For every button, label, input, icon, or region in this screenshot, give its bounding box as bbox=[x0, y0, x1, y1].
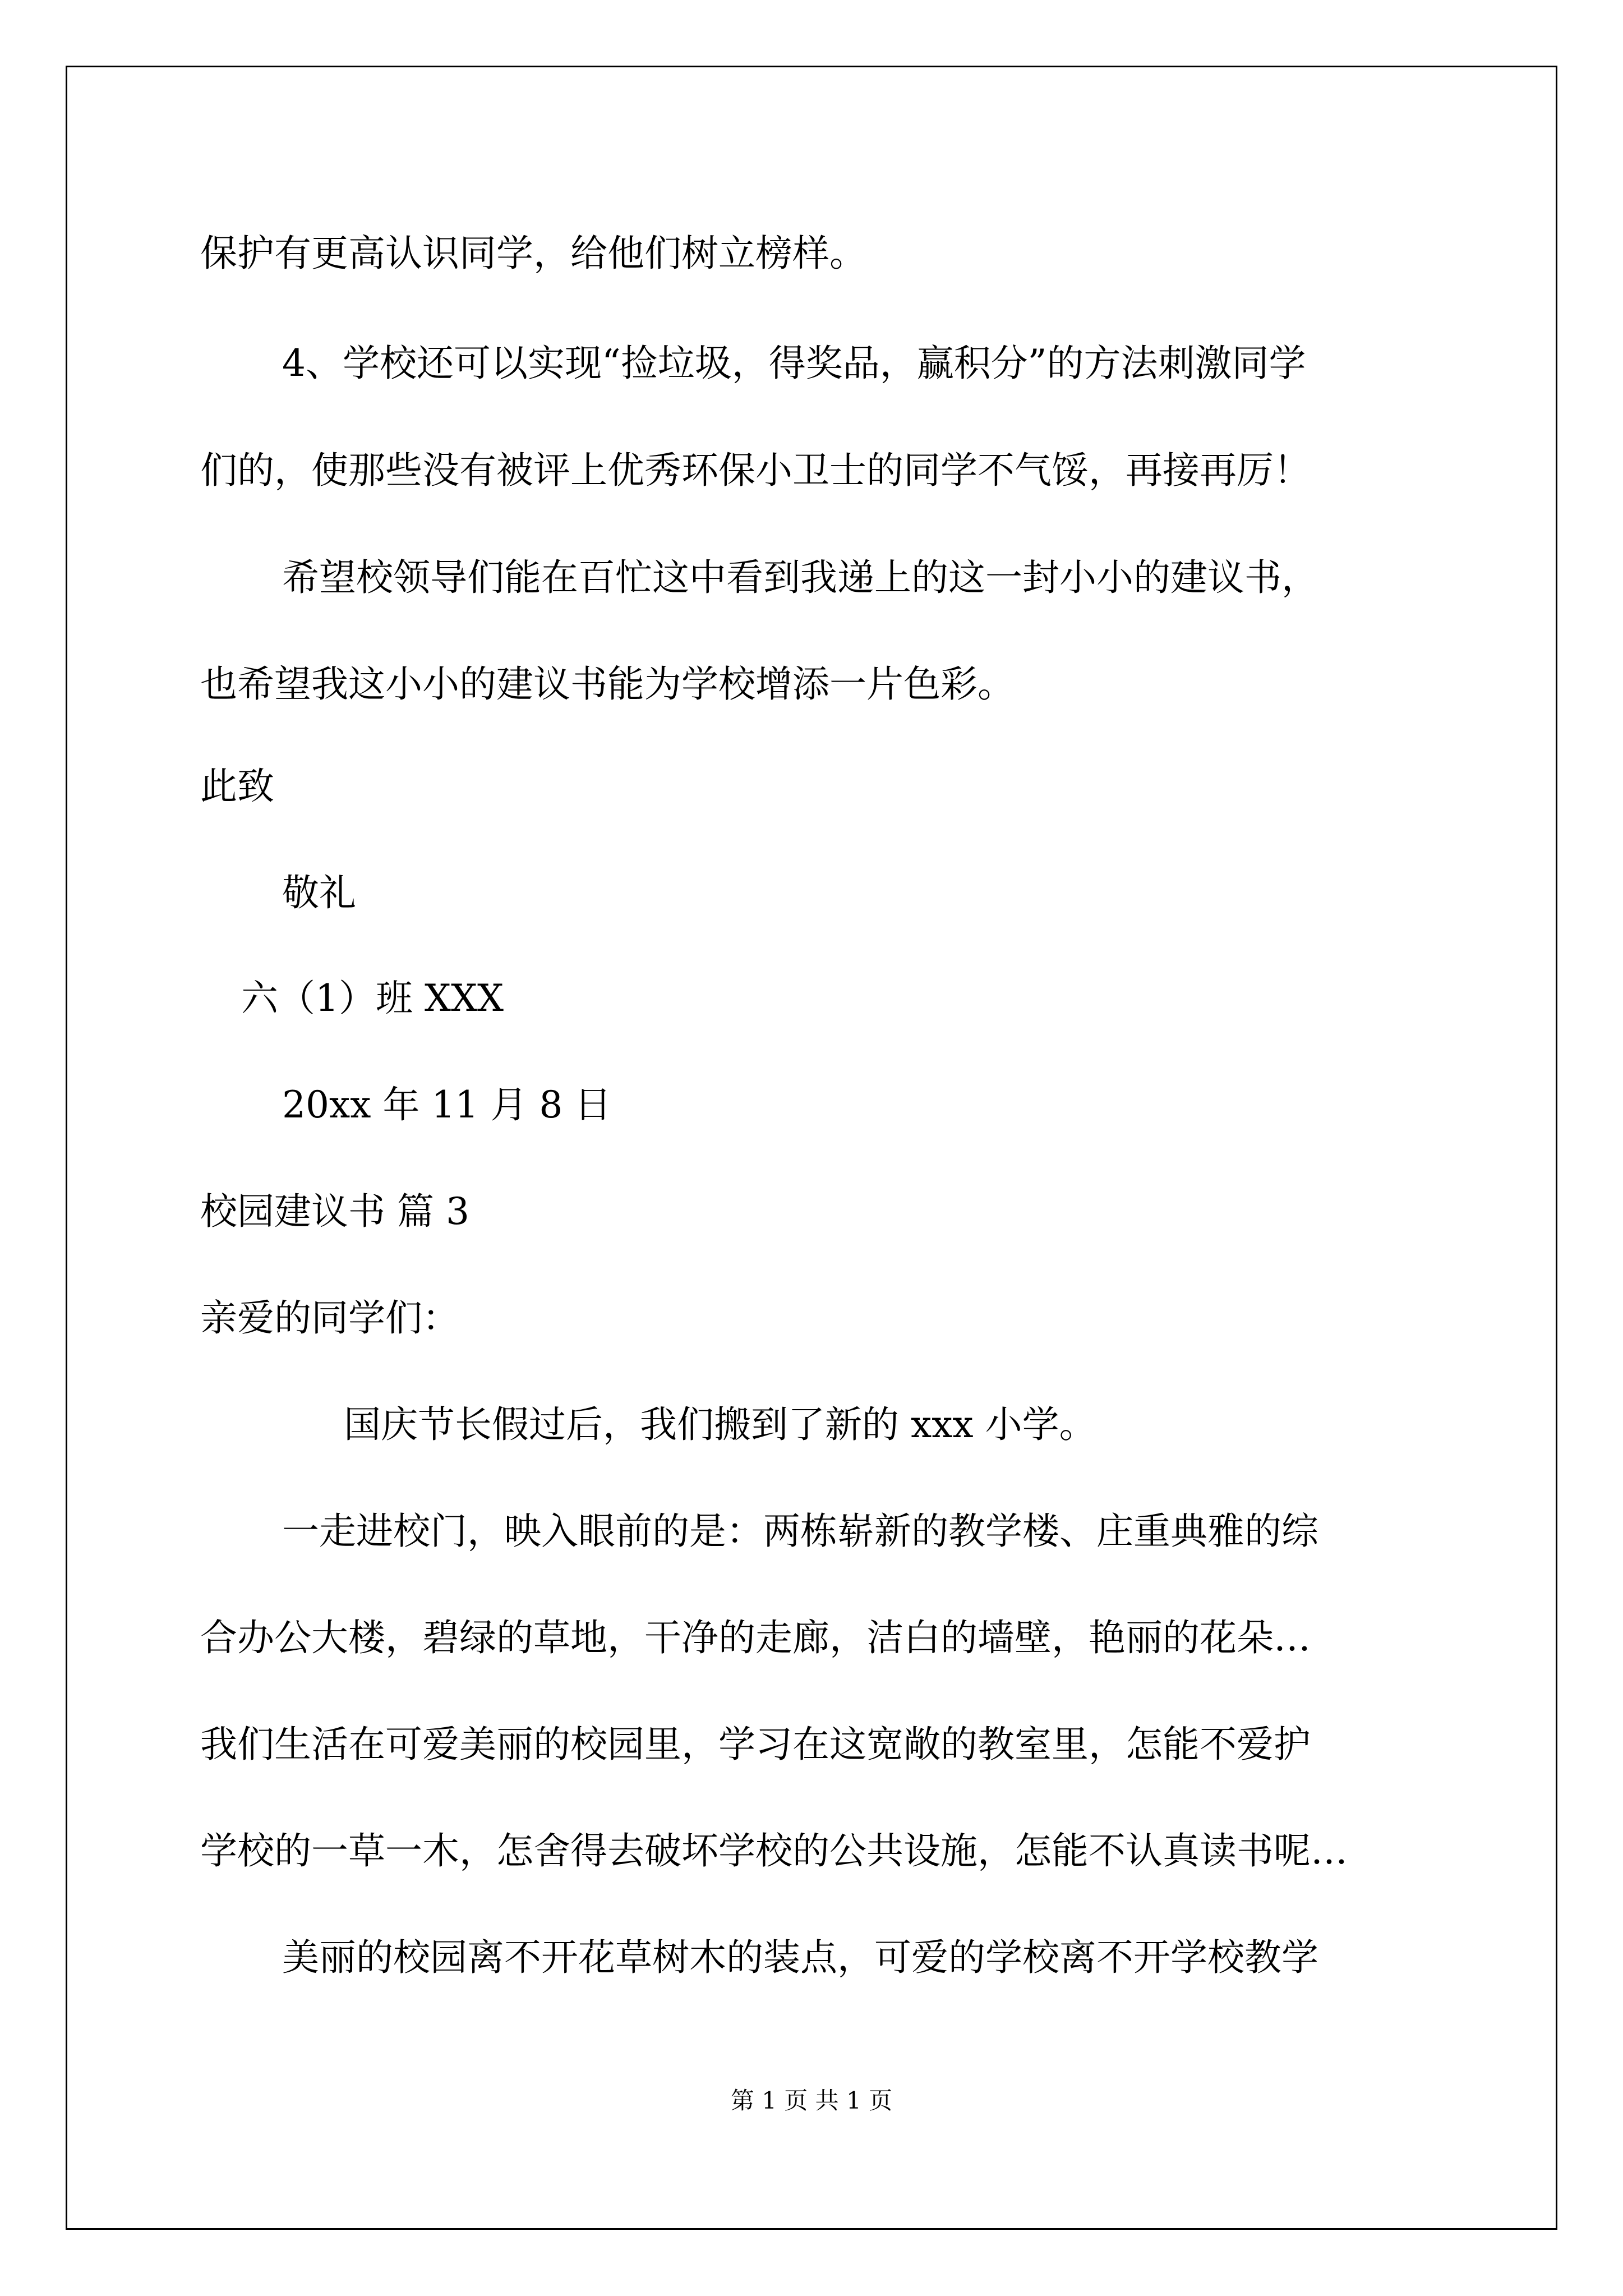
greeting: 亲爱的同学们： bbox=[200, 1296, 459, 1340]
closing-salutation: 此致 bbox=[200, 765, 274, 808]
paragraph-line: 我们生活在可爱美丽的校园里，学习在这宽敞的教室里，怎能不爱护 bbox=[200, 1723, 1311, 1766]
paragraph-line: 国庆节长假过后，我们搬到了新的 xxx 小学。 bbox=[344, 1403, 1096, 1446]
paragraph-line: 合办公大楼，碧绿的草地，干净的走廊，洁白的墙壁，艳丽的花朵… bbox=[200, 1616, 1311, 1659]
signature-date: 20xx 年 11 月 8 日 bbox=[282, 1083, 612, 1126]
paragraph-line: 也希望我这小小的建议书能为学校增添一片色彩。 bbox=[200, 662, 1015, 706]
page-border bbox=[66, 66, 1557, 2230]
paragraph-line: 学校的一草一木，怎舍得去破坏学校的公共设施，怎能不认真读书呢… bbox=[200, 1829, 1348, 1872]
paragraph-line: 希望校领导们能在百忙这中看到我递上的这一封小小的建议书， bbox=[282, 556, 1318, 599]
page-footer: 第 1 页 共 1 页 bbox=[730, 2087, 893, 2114]
paragraph-line: 一走进校门，映入眼前的是：两栋崭新的教学楼、庄重典雅的综 bbox=[282, 1510, 1318, 1553]
paragraph-line: 们的，使那些没有被评上优秀环保小卫士的同学不气馁，再接再厉！ bbox=[200, 449, 1311, 492]
signature-class: 六（1）班 XXX bbox=[241, 977, 504, 1020]
closing-regards: 敬礼 bbox=[282, 871, 356, 914]
paragraph-line: 美丽的校园离不开花草树木的装点，可爱的学校离不开学校教学 bbox=[282, 1936, 1318, 1979]
section-heading: 校园建议书 篇 3 bbox=[200, 1190, 469, 1233]
paragraph-line: 4、学校还可以实现“捡垃圾，得奖品，赢积分”的方法刺激同学 bbox=[282, 342, 1306, 385]
paragraph-line: 保护有更高认识同学，给他们树立榜样。 bbox=[200, 232, 866, 275]
